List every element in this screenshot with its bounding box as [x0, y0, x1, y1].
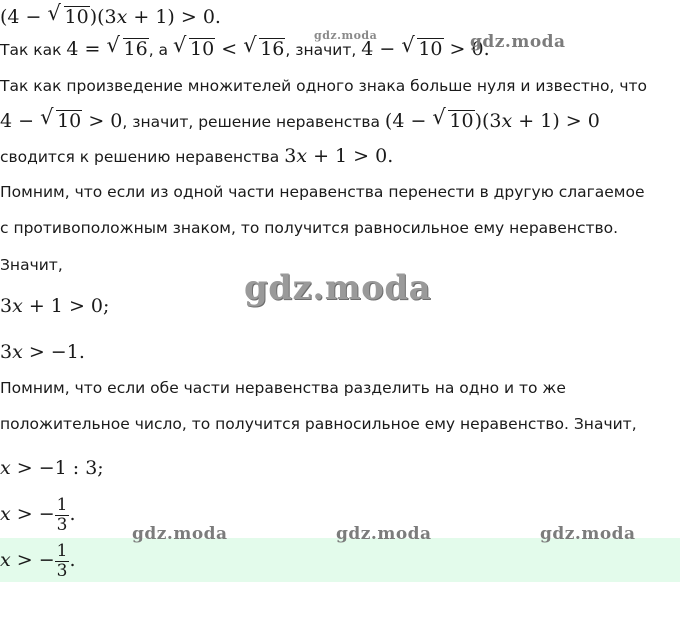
text-fragment: , значит, решение неравенства	[122, 113, 380, 131]
watermark-logo: gdz.moda	[314, 29, 378, 42]
comparison-line: Так как 4 = √ 16, а √ 10 < √ 16, значит, 4 − √ 10 > 0.	[0, 33, 490, 60]
fraction-numerator: 1	[56, 494, 68, 515]
inequality-line: 3x > −1.	[0, 341, 85, 363]
fraction-numerator: 1	[56, 540, 68, 561]
paragraph-line-math: сводится к решению неравенства 3x + 1 > 0.	[0, 145, 394, 167]
paragraph-line: Значит,	[0, 256, 63, 274]
watermark-logo: gdz.moda	[132, 524, 228, 544]
fraction-denominator: 3	[56, 560, 68, 581]
inequality-line-1: (4 − √ 10)(3x + 1) > 0.	[0, 1, 221, 28]
answer-inequality: x > − $\frac{1}{3}$ .	[0, 540, 76, 581]
watermark-logo: gdz.moda	[244, 268, 432, 308]
text-fragment: Так как	[0, 41, 62, 59]
text-fragment: , значит,	[285, 41, 357, 59]
paragraph-line: Помним, что если обе части неравенства разделить на одно и то же	[0, 379, 566, 397]
text-fragment: , а	[148, 41, 169, 59]
paragraph-line: положительное число, то получится равносильное ему неравенство. Значит,	[0, 415, 637, 433]
paragraph-line-math: 4 − √ 10 > 0, значит, решение неравенства (4 − √ 10)(3x + 1) > 0	[0, 105, 600, 132]
watermark-logo: gdz.moda	[470, 32, 566, 52]
text-fragment: сводится к решению неравенства	[0, 148, 280, 166]
watermark-logo: gdz.moda	[540, 524, 636, 544]
paragraph-line: Помним, что если из одной части неравенства перенести в другую слагаемое	[0, 183, 645, 201]
inequality-line: x > −1 : 3;	[0, 457, 104, 479]
fraction-denominator: 3	[56, 514, 68, 535]
answer-highlight	[0, 538, 680, 582]
paragraph-line: Так как произведение множителей одного знака больше нуля и известно, что	[0, 77, 648, 95]
paragraph-line: с противоположным знаком, то получится равносильное ему неравенство.	[0, 219, 619, 237]
watermark-logo: gdz.moda	[336, 524, 432, 544]
inequality-line: x > − $\frac{1}{3}$ .	[0, 494, 76, 535]
inequality-line: 3x + 1 > 0;	[0, 295, 110, 317]
